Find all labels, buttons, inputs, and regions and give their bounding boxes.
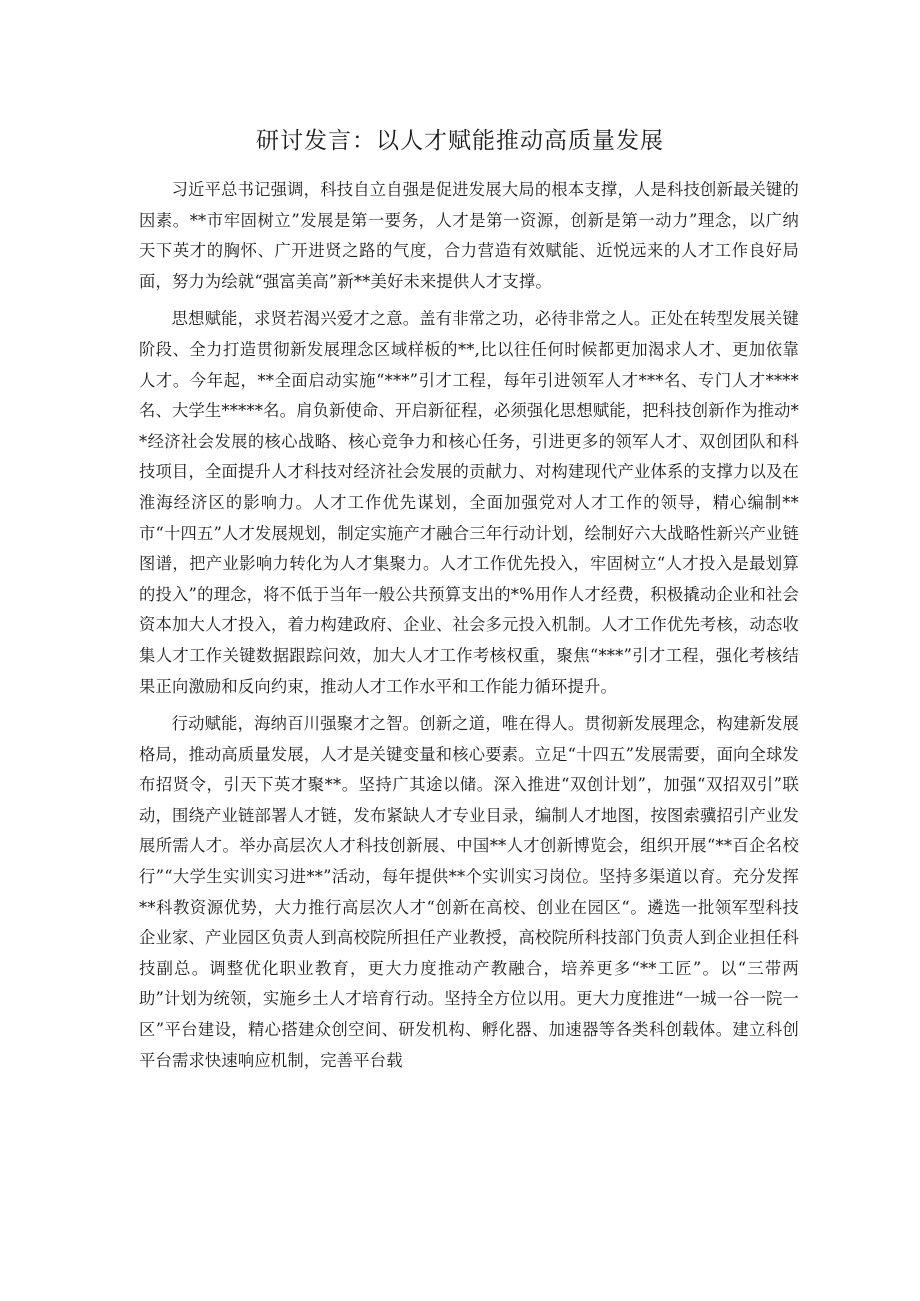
document-title: 研讨发言：以人才赋能推动高质量发展	[256, 128, 664, 154]
paragraph-intro: 习近平总书记强调，科技自立自强是促进发展大局的根本支撑，人是科技创新最关键的因素。**市牢固树立”发展是第一要务，人才是第一资源，创新是第一动力”理念，以广纳天下英才的胸怀、广开进贤之路的气度，合力营造有效赋能、近悦远来的人才工作良好局面，努力为绘就“强富美高”新**美好未来提供人才支撑。	[139, 180, 799, 291]
paragraph-thought-empowerment: 思想赋能，求贤若渴兴爱才之意。盖有非常之功，必待非常之人。正处在转型发展关键阶段、全力打造贯彻新发展理念区域样板的**,比以往任何时候都更加渴求人才、更加依靠人才。今年起，**全面启动实施“***”引才工程，每年引进领军人才***名、专门人才****名、大学生*****名。肩负新使命、开启新征程，必须强化思想赋能，把科技创新作为推动**经济社会发展的核心战略、核心竞争力和核心任务，引进更多的领军人才、双创团队和科技项目，全面提升人才科技对经济社会发展的贡献力、对构建现代产业体系的支撑力以及在淮海经济区的影响力。人才工作优先谋划，全面加强党对人才工作的领导，精心编制**市“十四五”人才发展规划，制定实施产才融合三年行动计划，绘制好六大战略性新兴产业链图谱，把产业影响力转化为人才集聚力。人才工作优先投入，牢固树立“人才投入是最划算的投入”的理念，将不低于当年一般公共预算支出的*%用作人才经费，积极撬动企业和社会资本加大人才投入，着力构建政府、企业、社会多元投入机制。人才工作优先考核，动态收集人才工作关键数据跟踪问效，加大人才工作考核权重，聚焦“***”引才工程，强化考核结果正向激励和反向约束，推动人才工作水平和工作能力循环提升。	[139, 309, 799, 696]
document-body	[139, 175, 799, 1083]
paragraph-action-empowerment: 行动赋能，海纳百川强聚才之智。创新之道，唯在得人。贯彻新发展理念，构建新发展格局，推动高质量发展，人才是关键变量和核心要素。立足“十四五”发展需要，面向全球发布招贤令，引天下英才聚**。坚持广其途以储。深入推进“双创计划”，加强“双招双引”联动，围绕产业链部署人才链，发布紧缺人才专业目录，编制人才地图，按图索骥招引产业发展所需人才。举办高层次人才科技创新展、中国**人才创新博览会，组织开展“**百企名校行”“大学生实训实习进**”活动，每年提供**个实训实习岗位。坚持多渠道以育。充分发挥**科教资源优势，大力推行高层次人才“创新在高校、创业在园区“。遴选一批领军型科技企业家、产业园区负责人到高校院所担任产业教授，高校院所科技部门负责人到企业担任科技副总。调整优化职业教育，更大力度推动产教融合，培养更多“**工匠”。以“三带两助”计划为统领，实施乡土人才培育行动。坚持全方位以用。更大力度推进“一城一谷一院一区”平台建设，精心搭建众创空间、研发机构、孵化器、加速器等各类科创载体。建立科创平台需求快速响应机制，完善平台载	[139, 714, 799, 1070]
